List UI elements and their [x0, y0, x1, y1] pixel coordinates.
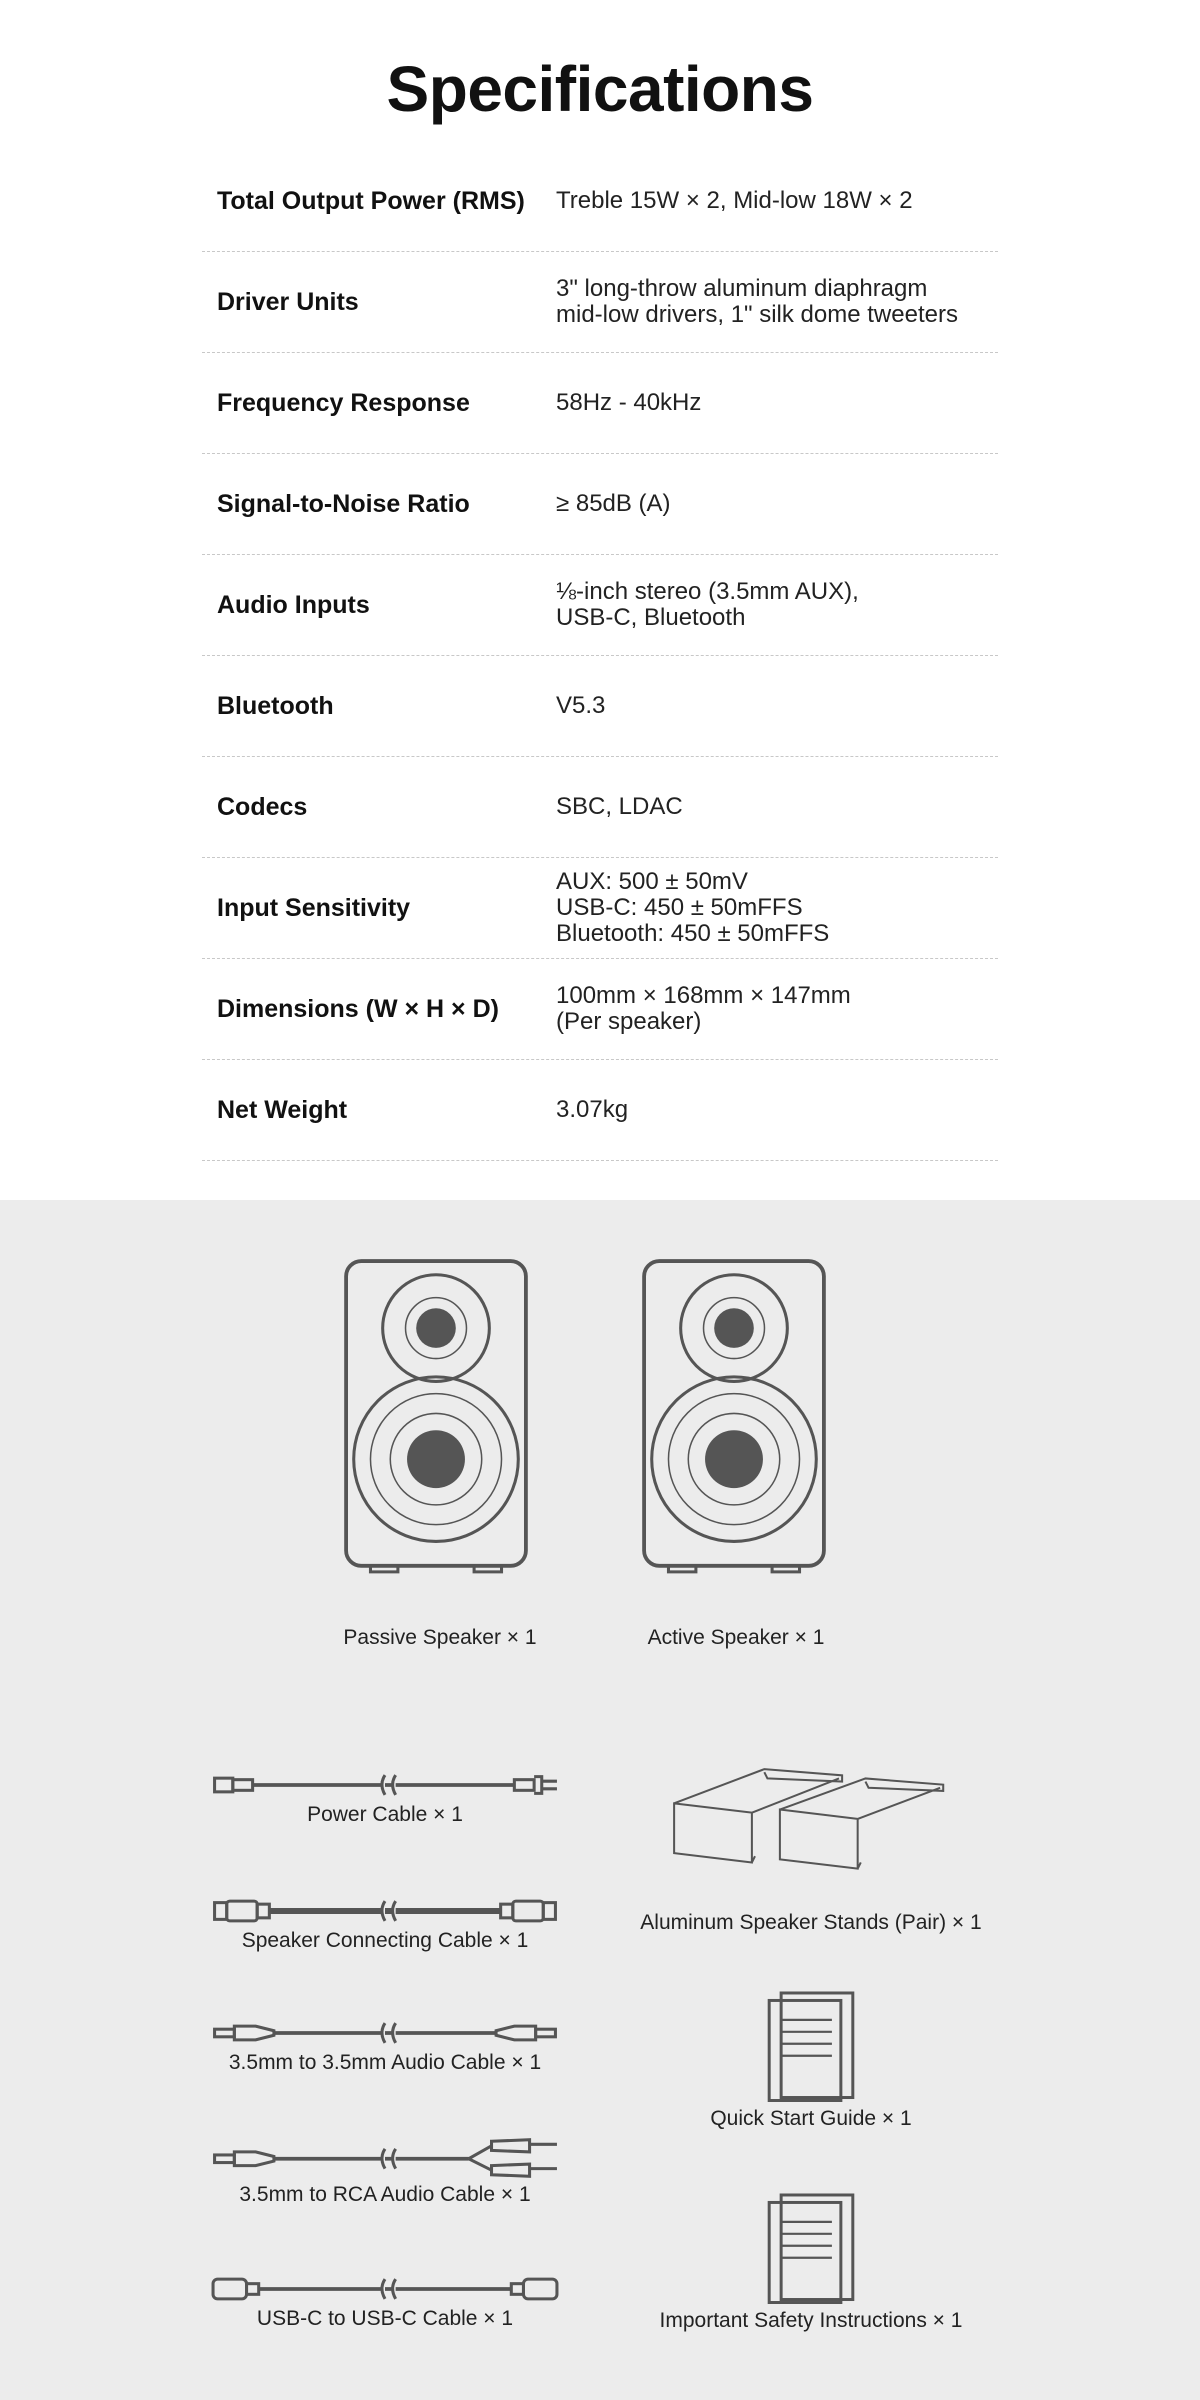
spec-label: Frequency Response — [217, 388, 470, 417]
spec-value: AUX: 500 ± 50mV USB-C: 450 ± 50mFFS Bluetooth: 450 ± 50mFFS — [556, 868, 830, 947]
spec-label: Signal-to-Noise Ratio — [217, 489, 470, 518]
spec-label: Bluetooth — [217, 691, 334, 720]
spec-label: Dimensions (W × H × D) — [217, 994, 499, 1023]
speaker-cable-label: Speaker Connecting Cable × 1 — [241, 1929, 529, 1952]
rca-cable-icon — [210, 2138, 560, 2178]
speaker-stands-label: Aluminum Speaker Stands (Pair) × 1 — [640, 1911, 982, 1934]
active-speaker-label: Active Speaker × 1 — [647, 1626, 825, 1649]
spec-label: Codecs — [217, 792, 308, 821]
aux-cable-label: 3.5mm to 3.5mm Audio Cable × 1 — [228, 2051, 542, 2074]
power-cable — [210, 1772, 560, 1827]
speaker-icon — [343, 1258, 529, 1578]
spec-value: SBC, LDAC — [556, 793, 683, 820]
safety-instructions — [611, 2192, 1011, 2333]
page-title: Specifications — [386, 53, 814, 125]
spec-row — [202, 757, 998, 858]
spec-row — [202, 959, 998, 1060]
spec-table — [202, 151, 998, 1161]
spec-row — [202, 555, 998, 656]
spec-value: Treble 15W × 2, Mid-low 18W × 2 — [556, 187, 913, 214]
spec-row — [202, 858, 998, 959]
usbc-cable-icon — [210, 2276, 560, 2302]
document-icon — [766, 2192, 856, 2304]
in-the-box-section — [0, 1200, 1200, 2400]
speaker-stands-icon — [671, 1766, 951, 1906]
spec-value: ≥ 85dB (A) — [556, 490, 671, 517]
spec-row — [202, 151, 998, 252]
rca-cable — [210, 2138, 560, 2207]
spec-label: Driver Units — [217, 287, 359, 316]
spec-row — [202, 252, 998, 353]
spec-label: Audio Inputs — [217, 590, 370, 619]
spec-row — [202, 353, 998, 454]
spec-row — [202, 656, 998, 757]
spec-label: Total Output Power (RMS) — [217, 186, 525, 215]
passive-speaker-label: Passive Speaker × 1 — [343, 1626, 537, 1649]
spec-label: Net Weight — [217, 1095, 348, 1124]
passive-speaker — [343, 1258, 529, 1583]
speaker-cable-icon — [210, 1898, 560, 1924]
spec-value: 58Hz - 40kHz — [556, 389, 702, 416]
spec-value: 3.07kg — [556, 1096, 629, 1123]
spec-value: 100mm × 168mm × 147mm (Per speaker) — [556, 982, 851, 1035]
aux-cable — [210, 2020, 560, 2075]
safety-instructions-label: Important Safety Instructions × 1 — [659, 2309, 963, 2332]
quick-start-guide-label: Quick Start Guide × 1 — [710, 2107, 912, 2130]
spec-label: Input Sensitivity — [217, 893, 411, 922]
usbc-cable-label: USB-C to USB-C Cable × 1 — [256, 2307, 514, 2330]
speaker-stands — [611, 1766, 1011, 1935]
spec-value: V5.3 — [556, 692, 606, 719]
aux-cable-icon — [210, 2020, 560, 2046]
power-cable-icon — [210, 1772, 560, 1798]
speaker-icon — [641, 1258, 827, 1578]
spec-value: ⅛-inch stereo (3.5mm AUX), USB-C, Bluetooth — [556, 578, 859, 631]
quick-start-guide — [661, 1990, 961, 2131]
usbc-cable — [210, 2276, 560, 2331]
spec-row — [202, 1060, 998, 1161]
spec-row — [202, 454, 998, 555]
spec-value: 3" long-throw aluminum diaphragm mid-low drivers, 1" silk dome tweeters — [556, 275, 958, 328]
power-cable-label: Power Cable × 1 — [307, 1803, 463, 1826]
document-icon — [766, 1990, 856, 2102]
speaker-connecting-cable — [210, 1898, 560, 1953]
active-speaker — [641, 1258, 827, 1583]
rca-cable-label: 3.5mm to RCA Audio Cable × 1 — [239, 2183, 531, 2206]
